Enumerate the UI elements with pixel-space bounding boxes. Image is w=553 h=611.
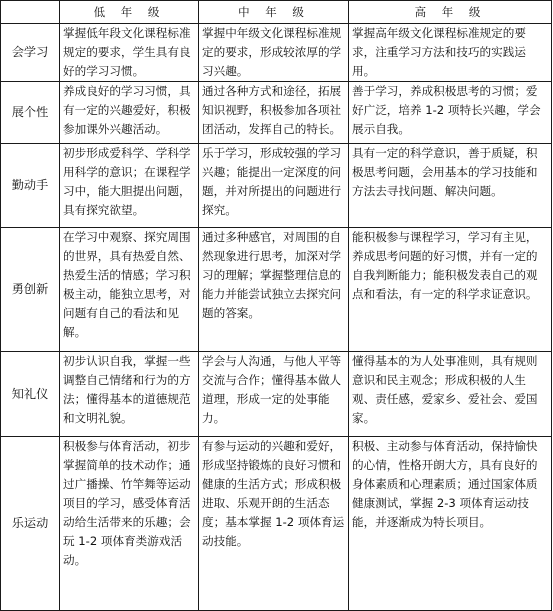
row-label: 会学习	[1, 24, 60, 82]
table-cell: 能积极参与课程学习，学习有主见，养成思考问题的好习惯，并有一定的自我判断能力；能积极发表自己的观点和看法，有一定的科学求证意识。	[349, 228, 552, 352]
table-row	[1, 228, 552, 352]
table-cell: 懂得基本的为人处事准则，具有规则意识和民主观念；形成积极的人生观、责任感，爱家乡、爱社会、爱国家。	[349, 352, 552, 437]
header-corner-cell	[1, 1, 60, 24]
header-middle-grade: 中 年 级	[199, 1, 349, 24]
table-cell: 具有一定的科学意识，善于质疑，积极思考问题，会用基本的学习技能和方法去寻找问题、解决问题。	[349, 144, 552, 228]
row-label: 勇创新	[1, 228, 60, 352]
table-header-row	[1, 1, 552, 24]
table-cell: 善于学习，养成积极思考的习惯；爱好广泛，培养 1-2 项特长兴趣，学会展示自我。	[349, 82, 552, 144]
row-label: 知礼仪	[1, 352, 60, 437]
header-high-grade: 高 年 级	[349, 1, 552, 24]
row-label: 乐运动	[1, 437, 60, 611]
table-row	[1, 437, 552, 611]
table-cell: 初步形成爱科学、学科学用科学的意识；在课程学习中，能大胆提出问题，具有探究欲望。	[60, 144, 199, 228]
row-label: 勤动手	[1, 144, 60, 228]
table-cell: 通过各种方式和途径，拓展知识视野，积极参加各项社团活动，发挥自己的特长。	[199, 82, 349, 144]
table-cell: 初步认识自我，掌握一些调整自己情绪和行为的方法；懂得基本的道德规范和文明礼貌。	[60, 352, 199, 437]
table-row	[1, 82, 552, 144]
table-cell: 有参与运动的兴趣和爱好，形成坚持锻炼的良好习惯和健康的生活方式；形成积极进取、乐观开朗的生活态度；基本掌握 1-2 项体育运动技能。	[199, 437, 349, 611]
header-low-grade: 低 年 级	[60, 1, 199, 24]
table-cell: 掌握低年段文化课程标准规定的要求，学生具有良好的学习习惯。	[60, 24, 199, 82]
table-cell: 掌握中年级文化课程标准规定的要求，形成较浓厚的学习兴趣。	[199, 24, 349, 82]
table-cell: 积极、主动参与体育活动，保持愉快的心情，性格开朗大方，具有良好的身体素质和心理素质；通过国家体质健康测试，掌握 2-3 项体育运动技能，并逐渐成为特长项目。	[349, 437, 552, 611]
table-row	[1, 352, 552, 437]
row-label: 展个性	[1, 82, 60, 144]
table-cell: 在学习中观察、探究周围的世界，具有热爱自然、热爱生活的情感；学习积极主动，能独立思考，对问题有自己的看法和见解。	[60, 228, 199, 352]
table-cell: 掌握高年级文化课程标准规定的要求，注重学习方法和技巧的实践运用。	[349, 24, 552, 82]
table-cell: 通过多种感官，对周围的自然现象进行思考，加深对学习的理解；掌握整理信息的能力并能尝试独立去探究问题的答案。	[199, 228, 349, 352]
table-row	[1, 24, 552, 82]
table-cell: 养成良好的学习习惯，具有一定的兴趣爱好，积极参加课外兴趣活动。	[60, 82, 199, 144]
table-cell: 学会与人沟通，与他人平等交流与合作；懂得基本做人道理，形成一定的处事能力。	[199, 352, 349, 437]
table-row	[1, 144, 552, 228]
table-cell: 积极参与体育活动，初步掌握简单的技术动作；通过广播操、竹竿舞等运动项目的学习，感受体育活动给生活带来的乐趣；会玩 1-2 项体育类游戏活动。	[60, 437, 199, 611]
table-cell: 乐于学习，形成较强的学习兴趣；能提出一定深度的问题，并对所提出的问题进行探究。	[199, 144, 349, 228]
